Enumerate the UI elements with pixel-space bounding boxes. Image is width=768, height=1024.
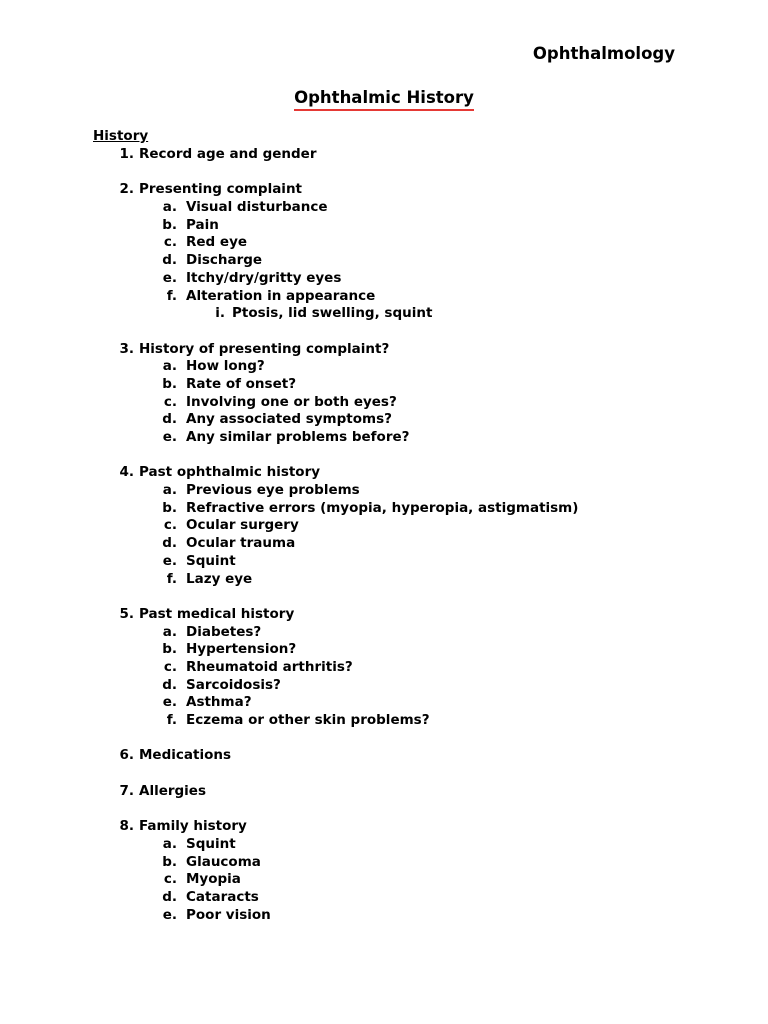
list-item-text: Discharge [186,252,263,269]
sub-list-item [0,571,768,589]
list-item-text: Hypertension? [186,641,297,658]
list-item-text: Allergies [139,782,206,799]
list-item-text: Poor vision [186,906,271,923]
list-item-text: Rate of onset? [186,375,297,392]
list-item-text: Ocular surgery [186,517,299,534]
sub-list-item [0,217,768,235]
history-item [0,606,768,748]
history-item [0,146,768,181]
list-marker: f. [166,570,177,587]
sub-list-item [0,641,768,659]
list-marker: e. [162,269,177,286]
list-item [0,783,768,801]
list-marker: e. [162,429,177,445]
list-marker: 2. [119,181,134,198]
history-item [0,181,768,340]
sub-list-item [0,889,768,907]
sub-list-item [0,429,768,447]
list-item-text: Lazy eye [186,570,253,587]
sub-list-item [0,199,768,217]
sub-list-item [0,376,768,394]
list-marker: 6. [119,747,134,764]
list-item-text: Cataracts [186,888,259,905]
list-item-text: Presenting complaint [139,181,303,198]
list-marker: d. [162,411,177,428]
list-spacer [0,323,768,341]
sub-list-item [0,394,768,412]
list-marker: b. [162,853,177,870]
list-marker: a. [162,835,177,852]
list-item [0,818,768,836]
list-item [0,341,768,359]
list-marker: d. [162,535,177,552]
list-marker: b. [162,216,177,233]
list-item [0,181,768,199]
page-title: Ophthalmic History [294,88,474,111]
list-item-text: Ptosis, lid swelling, squint [232,305,433,322]
list-marker: i. [215,305,225,322]
sub-list-item [0,482,768,500]
list-item-text: Any similar problems before? [186,429,410,445]
list-item-text: History of presenting complaint? [139,340,390,357]
list-marker: a. [162,358,177,375]
list-marker: f. [166,712,177,728]
list-item-text: Rheumatoid arthritis? [186,658,353,675]
sub-list-item [0,659,768,677]
list-item-text: Involving one or both eyes? [186,393,397,410]
list-spacer [0,588,768,606]
list-marker: 1. [119,146,134,162]
list-marker: 4. [119,464,134,481]
sub-list-item [0,907,768,925]
sub-list-item [0,712,768,730]
list-item-text: Past medical history [139,605,295,622]
history-item [0,783,768,818]
list-marker: c. [163,658,177,675]
list-marker: a. [162,482,177,499]
list-item-text: How long? [186,358,265,375]
history-item [0,464,768,606]
sub-list-item [0,553,768,571]
list-marker: c. [163,517,177,534]
list-marker: 7. [119,782,134,799]
list-marker: a. [162,623,177,640]
section-heading-history: History [93,128,149,144]
list-item-text: Visual disturbance [186,199,328,216]
list-spacer [0,447,768,465]
sub-list-item [0,234,768,252]
list-item-text: Any associated symptoms? [186,411,392,428]
list-marker: c. [163,393,177,410]
list-item-text: Ocular trauma [186,535,296,552]
list-item-text: Myopia [186,871,241,888]
list-marker: 5. [119,605,134,622]
sub-list-item [0,871,768,889]
list-marker: d. [162,676,177,693]
list-marker: c. [163,234,177,251]
list-spacer [0,730,768,748]
list-item-text: Sarcoidosis? [186,676,281,693]
list-item-text: Pain [186,216,219,233]
list-marker: b. [162,641,177,658]
list-item-text: Diabetes? [186,623,262,640]
sub-list-item [0,517,768,535]
history-list [0,146,768,924]
list-marker: b. [162,375,177,392]
sub-list-item [0,411,768,429]
sub-list-item [0,358,768,376]
list-marker: d. [162,252,177,269]
sub-sub-list-item [0,305,768,323]
sub-list-item [0,677,768,695]
list-marker: a. [162,199,177,216]
sub-list-item [0,252,768,270]
history-item [0,818,768,924]
list-spacer [0,800,768,818]
list-item-text: Squint [186,552,236,569]
sub-list-item [0,836,768,854]
list-item-text: Record age and gender [139,146,317,162]
list-marker: f. [166,287,177,304]
list-item-text: Itchy/dry/gritty eyes [186,269,342,286]
list-item-text: Previous eye problems [186,482,360,499]
list-item-text: Asthma? [186,694,252,711]
list-item-text: Glaucoma [186,853,261,870]
list-item-text: Family history [139,818,247,835]
list-marker: c. [163,871,177,888]
list-spacer [0,164,768,182]
list-item-text: Squint [186,835,236,852]
list-item-text: Refractive errors (myopia, hyperopia, astigmatism) [186,499,579,516]
list-item-text: Red eye [186,234,248,251]
history-item [0,747,768,782]
sub-list-item [0,500,768,518]
list-item-text: Past ophthalmic history [139,464,321,481]
sub-list-item [0,624,768,642]
list-marker: 3. [119,340,134,357]
list-spacer [0,765,768,783]
sub-list-item [0,535,768,553]
list-item-text: Medications [139,747,231,764]
sub-list-item [0,270,768,288]
sub-list-item [0,854,768,872]
document-header: Ophthalmology [532,44,675,63]
list-item-text: Eczema or other skin problems? [186,712,430,728]
list-marker: b. [162,499,177,516]
list-marker: e. [162,552,177,569]
list-item-text: Alteration in appearance [186,287,376,304]
sub-list-item [0,288,768,306]
list-marker: 8. [119,818,134,835]
list-marker: d. [162,888,177,905]
sub-list-item [0,694,768,712]
list-item [0,464,768,482]
list-marker: e. [162,906,177,923]
list-item [0,146,768,164]
list-marker: e. [162,694,177,711]
page-title-wrapper [0,88,768,111]
history-item [0,341,768,465]
list-item [0,747,768,765]
list-item [0,606,768,624]
